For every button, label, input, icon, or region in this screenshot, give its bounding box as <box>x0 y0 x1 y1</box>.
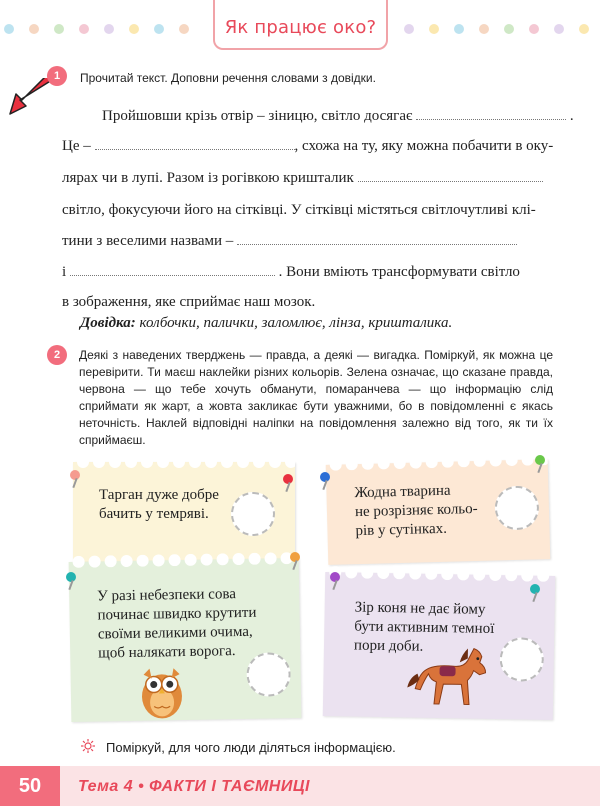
scallop-circle <box>137 555 149 567</box>
text-line-7-start: в зображення, яке сприймає наш мозок. <box>62 294 316 310</box>
scallop-circle <box>184 554 196 566</box>
scallop-circle <box>394 457 406 469</box>
decorative-dot <box>579 24 589 34</box>
footer-topic: Тема 4 • ФАКТИ І ТАЄМНИЦІ <box>78 778 310 795</box>
scallop-circle <box>237 456 249 468</box>
scallop-circle <box>506 454 518 466</box>
decorative-dot <box>129 24 139 34</box>
note-4-line-1: Зір коня не дає йому <box>354 599 486 618</box>
note-2-line-2: не розрізняє кольо- <box>354 500 478 521</box>
note-3-line-3: своїми великими очима, <box>97 623 253 643</box>
scallop-circle <box>362 458 374 470</box>
decorative-dot <box>404 24 414 34</box>
scallop-circle <box>473 569 485 581</box>
task-1-badge: 1 <box>47 66 67 86</box>
scallop-circle <box>269 456 281 468</box>
text-line-2 <box>62 138 553 155</box>
scallop-circle <box>521 569 533 581</box>
horse-icon <box>403 641 494 713</box>
text-line-7 <box>62 294 315 311</box>
scallop-circle <box>121 555 133 567</box>
text-line-4 <box>62 202 536 219</box>
decorative-dot <box>4 24 14 34</box>
hint-label: Довідка: <box>80 315 136 331</box>
text-line-1-start: Пройшовши крізь отвір – зіницю, світло досягає <box>102 108 413 124</box>
scallop-circle <box>489 569 501 581</box>
task-2-text: Деякі з наведених тверджень — правда, а деякі — вигадка. Поміркуй, як можна це перевірити. Ти маєш наклейки різних кольорів. Зелена означає, що сказане правда, червона — що тебе хочуть обманути, помаранчева — що інформацію слід сприймати як жарт, а жовта закликає бути уважними, бо в повідомленні є якась неточність. Наклей відповідні наліпки на повідомлення залежно від того, як ти їх сприймаєш. <box>79 348 553 447</box>
note-2-text <box>354 481 478 541</box>
text-line-5 <box>62 233 517 250</box>
task-2-badge: 2 <box>47 345 67 365</box>
note-4-line-3: пори доби. <box>353 637 424 655</box>
page-title-tab <box>213 0 388 50</box>
decorative-dot <box>429 24 439 34</box>
scallop-circle <box>426 456 438 468</box>
note-4-line-2: бути активним темної <box>354 618 495 637</box>
scallop-circle <box>173 456 185 468</box>
scallop-circle <box>330 459 342 471</box>
note-card-3 <box>69 558 302 722</box>
owl-icon <box>135 660 188 721</box>
ponder-text: Поміркуй, для чого люди діляться інформацією. <box>106 740 396 755</box>
text-line-4-start: світло, фокусуючи його на сітківці. У сітківці містяться світлочутливі клі- <box>62 202 536 218</box>
text-line-5-start: тини з веселими назвами – <box>62 233 234 249</box>
note-2-line-3: рів у сутінках. <box>355 520 448 540</box>
blank-field-5[interactable] <box>70 265 275 276</box>
note-2-line-1: Жодна тварина <box>354 482 451 502</box>
scallop-circle <box>537 570 549 582</box>
blank-field-1[interactable] <box>416 109 566 120</box>
scallop-circle <box>93 456 105 468</box>
scallop-circle <box>285 456 295 468</box>
note-scallop <box>326 453 548 471</box>
blank-field-4[interactable] <box>237 234 517 245</box>
scallop-circle <box>264 552 276 564</box>
text-line-6-end: . Вони вміють трансформувати світло <box>278 264 520 280</box>
pointer-arrow-icon <box>6 78 54 118</box>
note-card-4 <box>323 572 555 720</box>
scallop-circle <box>377 567 389 579</box>
scallop-circle <box>221 456 233 468</box>
scallop-circle <box>441 568 453 580</box>
scallop-circle <box>89 555 101 567</box>
sticker-slot-4[interactable] <box>499 637 544 682</box>
note-3-line-4: щоб налякати ворога. <box>98 643 236 662</box>
page-title: Як працює око? <box>224 17 377 38</box>
scallop-circle <box>346 458 358 470</box>
decorative-dot <box>454 24 464 34</box>
note-card-2 <box>326 459 551 565</box>
text-line-2-start: Це – <box>62 138 91 154</box>
hint-words: колбочки, палички, заломлює, лінза, кришталика. <box>139 315 453 331</box>
note-scallop <box>69 552 299 568</box>
scallop-circle <box>189 456 201 468</box>
note-1-line-1: Тарган дуже добре <box>99 487 219 503</box>
scallop-circle <box>205 456 217 468</box>
scallop-circle <box>105 555 117 567</box>
note-1-text <box>99 486 219 524</box>
sticker-slot-1[interactable] <box>231 492 275 536</box>
scallop-circle <box>474 455 486 467</box>
scallop-circle <box>490 454 502 466</box>
decorative-dot <box>54 24 64 34</box>
blank-field-3[interactable] <box>358 171 543 182</box>
scallop-circle <box>442 456 454 468</box>
decorative-dot <box>79 24 89 34</box>
note-scallop <box>325 566 555 582</box>
scallop-circle <box>232 553 244 565</box>
text-line-3-start: лярах чи в лупі. Разом із рогівкою кришталик <box>62 170 354 186</box>
scallop-circle <box>77 456 89 468</box>
decorative-dot <box>479 24 489 34</box>
note-3-text <box>97 585 257 664</box>
text-line-3 <box>62 170 543 187</box>
scallop-circle <box>125 456 137 468</box>
page-number: 50 <box>0 766 60 806</box>
scallop-circle <box>141 456 153 468</box>
scallop-circle <box>169 554 181 566</box>
task-1-instruction: Прочитай текст. Доповни речення словами з довідки. <box>80 71 376 85</box>
text-line-2-end: , схожа на ту, яку можна побачити в оку- <box>294 138 554 154</box>
note-3-line-1: У разі небезпеки сова <box>97 586 237 605</box>
text-line-1-end: . <box>569 108 574 124</box>
note-scallop <box>73 456 295 468</box>
scallop-circle <box>457 568 469 580</box>
sticker-slot-3[interactable] <box>246 652 291 697</box>
decorative-dot <box>529 24 539 34</box>
scallop-circle <box>378 457 390 469</box>
scallop-circle <box>409 567 421 579</box>
decorative-dot <box>504 24 514 34</box>
scallop-circle <box>361 567 373 579</box>
scallop-circle <box>458 455 470 467</box>
decorative-dot <box>154 24 164 34</box>
scallop-circle <box>253 456 265 468</box>
scallop-circle <box>200 554 212 566</box>
blank-field-2[interactable] <box>95 139 295 150</box>
decorative-dot <box>29 24 39 34</box>
sticker-slot-2[interactable] <box>494 485 539 530</box>
text-line-6-start: і <box>62 264 67 280</box>
scallop-circle <box>393 567 405 579</box>
scallop-circle <box>73 556 85 568</box>
scallop-circle <box>153 554 165 566</box>
scallop-circle <box>425 568 437 580</box>
note-3-line-2: починає швидко крутити <box>97 604 257 624</box>
text-line-1 <box>102 108 574 125</box>
scallop-circle <box>216 553 228 565</box>
sun-icon <box>81 739 95 753</box>
decorative-dot <box>179 24 189 34</box>
decorative-dot <box>104 24 114 34</box>
text-line-6 <box>62 264 520 281</box>
decorative-dot <box>554 24 564 34</box>
scallop-circle <box>157 456 169 468</box>
scallop-circle <box>345 566 357 578</box>
hint <box>80 315 452 332</box>
scallop-circle <box>248 553 260 565</box>
scallop-circle <box>109 456 121 468</box>
note-1-line-2: бачить у темряві. <box>99 506 209 522</box>
scallop-circle <box>505 569 517 581</box>
scallop-circle <box>522 453 534 465</box>
scallop-circle <box>410 456 422 468</box>
